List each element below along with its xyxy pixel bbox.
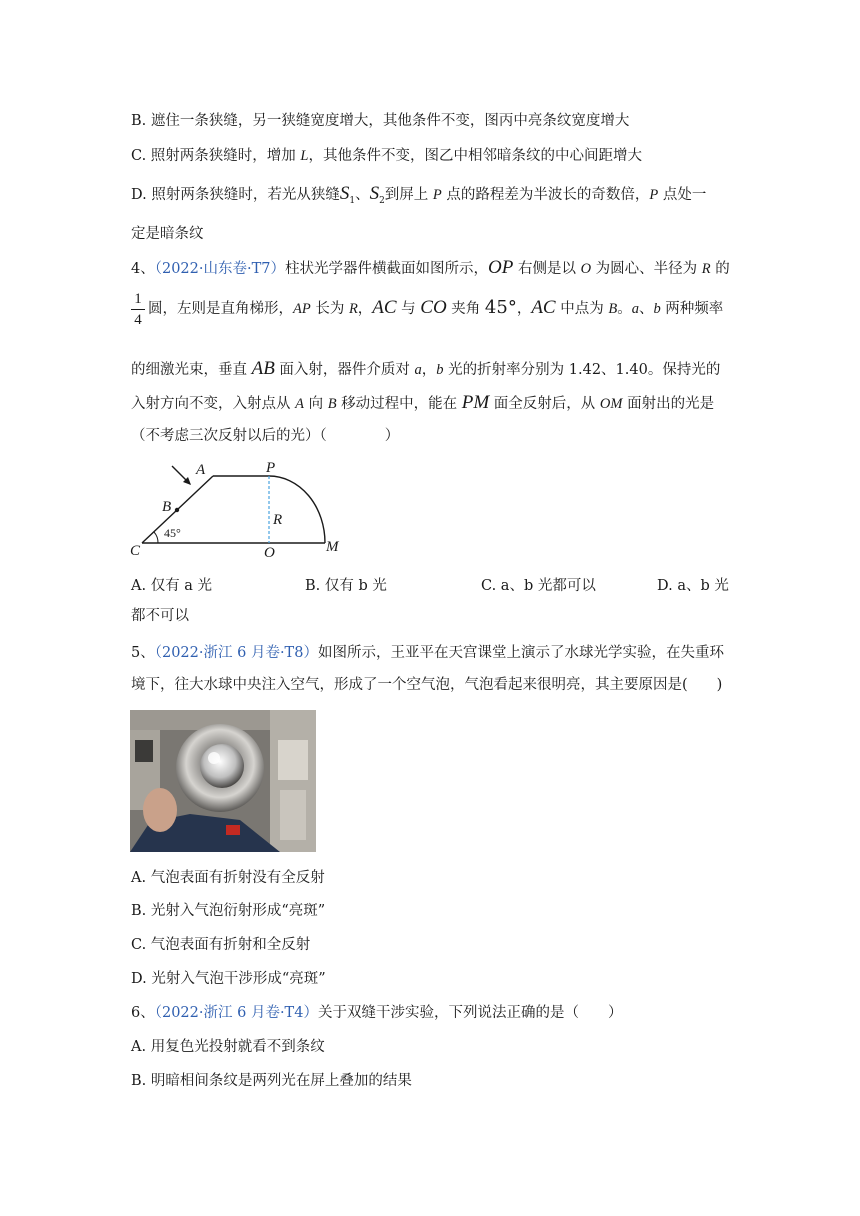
q4-option-a: A. 仅有 a 光 xyxy=(131,578,213,594)
q4-fraction: 1 4 xyxy=(131,290,145,329)
q4-line-4: 入射方向不变，入射点从 A 向 B 移动过程中，能在 PM 面全反射后，从 OM 面射出的光是 xyxy=(131,392,715,413)
q3-option-d-cont: 定是暗条纹 xyxy=(131,226,204,242)
q3-option-d: D. 照射两条狭缝时，若光从狭缝$S_1$、$S_2$到屏上 P 点的路程差为半波长的奇数倍，P 点处一 xyxy=(131,183,707,206)
q4-source: （2022·山东卷·T7） xyxy=(154,261,286,277)
q4-line-5: （不考虑三次反射以后的光）（ ） xyxy=(131,428,400,444)
q5-option-c: C. 气泡表面有折射和全反射 xyxy=(131,937,311,953)
label-o: O xyxy=(264,545,275,558)
q3-option-b: B. 遮住一条狭缝，另一狭缝宽度增大，其他条件不变，图丙中亮条纹宽度增大 xyxy=(131,113,630,129)
label-a: A xyxy=(196,462,206,478)
q4-option-d-cont: 都不可以 xyxy=(131,608,189,624)
q3-option-c: C. 照射两条狭缝时，增加 L，其他条件不变，图乙中相邻暗条纹的中心间距增大 xyxy=(131,148,642,164)
point-b-dot xyxy=(175,508,179,512)
q4-option-d: D. a、b 光 xyxy=(657,578,729,594)
q6-option-b: B. 明暗相间条纹是两列光在屏上叠加的结果 xyxy=(131,1073,412,1089)
q5-option-a: A. 气泡表面有折射没有全反射 xyxy=(131,870,325,886)
label-angle: 45° xyxy=(164,526,181,540)
q4-line-2: 圆，左则是直角梯形，AP 长为 R，AC 与 CO 夹角 45°，AC 中点为 B。a、b 两种频率 xyxy=(148,297,724,318)
q4-line-1: 4、（2022·山东卷·T7）柱状光学器件横截面如图所示，OP 右侧是以 O 为圆心、半径为 R 的 xyxy=(131,257,730,278)
q5-line-1: 5、（2022·浙江 6 月卷·T8）如图所示，王亚平在天宫课堂上演示了水球光学实验，在失重环 xyxy=(131,645,724,661)
q5-line-2: 境下，往大水球中央注入空气，形成了一个空气泡，气泡看起来很明亮，其主要原因是( ) xyxy=(131,677,723,693)
q4-line-3: 的细激光束，垂直 AB 面入射，器件介质对 a，b 光的折射率分别为 1.42、1.40。保持光的 xyxy=(131,358,721,379)
q4-option-c: C. a、b 光都可以 xyxy=(481,578,596,594)
angle-arc xyxy=(154,532,158,543)
label-b: B xyxy=(162,499,172,515)
q6-source: （2022·浙江 6 月卷·T4） xyxy=(154,1005,318,1021)
q6-line-1: 6、（2022·浙江 6 月卷·T4）关于双缝干涉实验，下列说法正确的是（ ） xyxy=(131,1005,623,1021)
optical-device-diagram xyxy=(128,458,358,558)
q5-option-b: B. 光射入气泡衍射形成“亮斑” xyxy=(131,903,326,919)
label-c: C xyxy=(130,543,141,558)
label-r: R xyxy=(273,512,283,528)
arc-pm xyxy=(269,476,325,543)
q6-option-a: A. 用复色光投射就看不到条纹 xyxy=(131,1039,325,1055)
water-ball-photo xyxy=(130,710,316,852)
q5-option-d: D. 光射入气泡干涉形成“亮斑” xyxy=(131,971,326,987)
q5-source: （2022·浙江 6 月卷·T8） xyxy=(154,645,318,661)
label-p: P xyxy=(266,460,276,476)
q4-option-b: B. 仅有 b 光 xyxy=(305,578,387,594)
label-m: M xyxy=(326,539,339,555)
